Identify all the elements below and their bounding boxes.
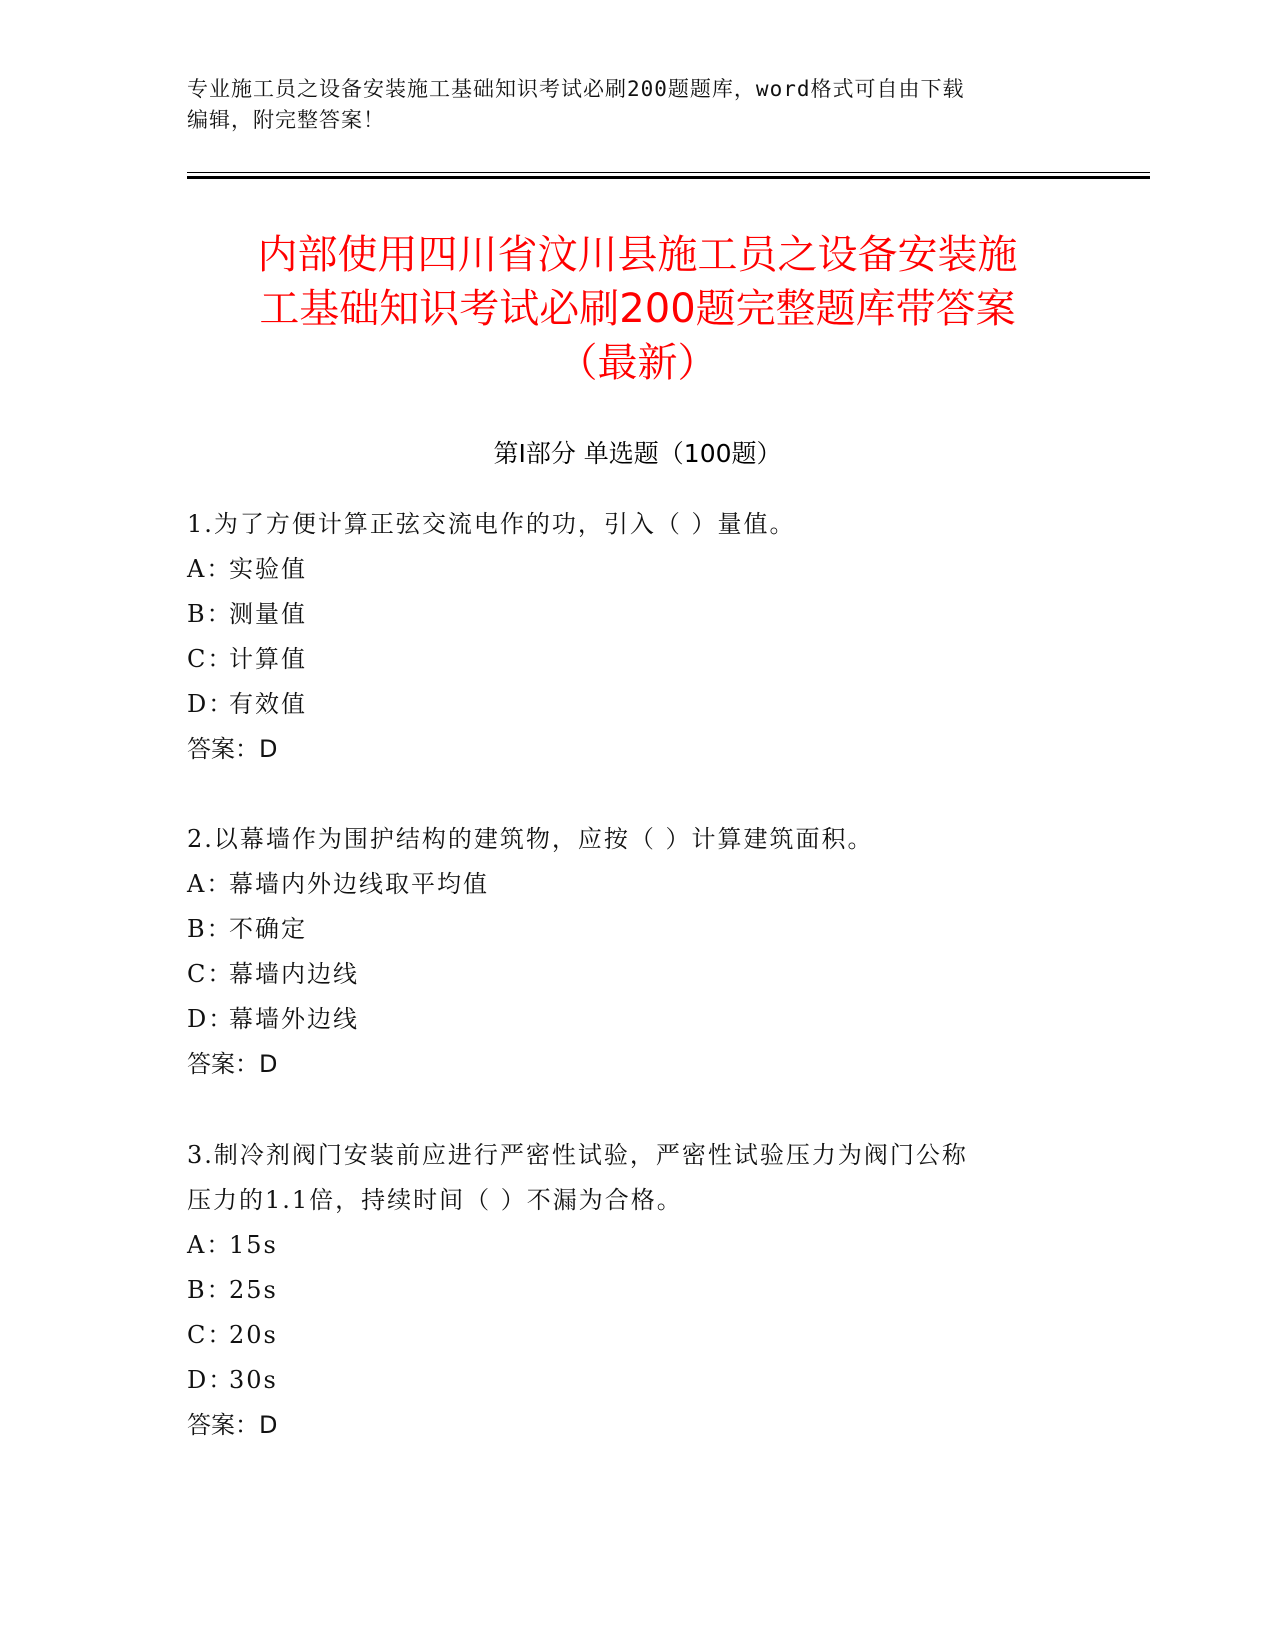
- document-title-line-1: 内部使用四川省汶川县施工员之设备安装施: [257, 232, 1018, 278]
- option-text: 计算值: [229, 645, 307, 673]
- option-a: [187, 547, 1087, 592]
- header-rule-thick: [187, 176, 1150, 179]
- option-letter: D：: [187, 1366, 235, 1394]
- option-b: [187, 1268, 1087, 1313]
- option-text: 有效值: [229, 690, 307, 718]
- option-letter: C：: [187, 1321, 234, 1349]
- answer: 答案：D: [187, 1050, 278, 1078]
- option-text: 20s: [229, 1321, 278, 1349]
- option-text: 幕墙外边线: [229, 1005, 359, 1033]
- question-3: [187, 1133, 1087, 1448]
- answer: 答案：D: [187, 1411, 278, 1439]
- header-note-line-2: 编辑，附完整答案！: [187, 108, 385, 132]
- section-title: 第I部分 单选题（100题）: [493, 439, 782, 468]
- option-a: [187, 1223, 1087, 1268]
- option-d: [187, 682, 1087, 727]
- option-b: [187, 592, 1087, 637]
- option-text: 实验值: [229, 555, 307, 583]
- document-title: [150, 228, 1125, 390]
- option-text: 15s: [229, 1231, 278, 1259]
- option-text: 25s: [229, 1276, 278, 1304]
- header-note-line-1: 专业施工员之设备安装施工基础知识考试必刷200题题库，word格式可自由下载: [187, 77, 965, 101]
- question-text: 2.以幕墙作为围护结构的建筑物，应按（ ）计算建筑面积。: [187, 825, 874, 853]
- option-letter: B：: [187, 1276, 233, 1304]
- option-text: 测量值: [229, 600, 307, 628]
- option-text: 30s: [229, 1366, 278, 1394]
- option-text: 不确定: [229, 915, 307, 943]
- option-c: [187, 1313, 1087, 1358]
- header-note: [187, 74, 1087, 136]
- question-text: 1.为了方便计算正弦交流电作的功，引入（ ）量值。: [187, 510, 796, 538]
- option-c: [187, 952, 1087, 997]
- option-letter: B：: [187, 915, 233, 943]
- question-text-line-1: 3.制冷剂阀门安装前应进行严密性试验，严密性试验压力为阀门公称: [187, 1141, 968, 1169]
- document-title-line-2: 工基础知识考试必刷200题完整题库带答案: [259, 286, 1016, 332]
- option-letter: D：: [187, 690, 235, 718]
- question-1: [187, 502, 1087, 772]
- option-letter: C：: [187, 645, 234, 673]
- header-rule-thin: [187, 172, 1150, 173]
- option-letter: D：: [187, 1005, 235, 1033]
- option-letter: A：: [187, 870, 233, 898]
- option-text: 幕墙内边线: [229, 960, 359, 988]
- option-c: [187, 637, 1087, 682]
- option-letter: A：: [187, 555, 233, 583]
- document-title-line-3: （最新）: [557, 340, 718, 386]
- question-text-line-2: 压力的1.1倍，持续时间（ ）不漏为合格。: [187, 1186, 683, 1214]
- option-b: [187, 907, 1087, 952]
- option-letter: A：: [187, 1231, 233, 1259]
- option-text: 幕墙内外边线取平均值: [229, 870, 489, 898]
- option-a: [187, 862, 1087, 907]
- option-d: [187, 1358, 1087, 1403]
- answer: 答案：D: [187, 735, 278, 763]
- question-2: [187, 817, 1087, 1087]
- option-letter: C：: [187, 960, 234, 988]
- option-letter: B：: [187, 600, 233, 628]
- option-d: [187, 997, 1087, 1042]
